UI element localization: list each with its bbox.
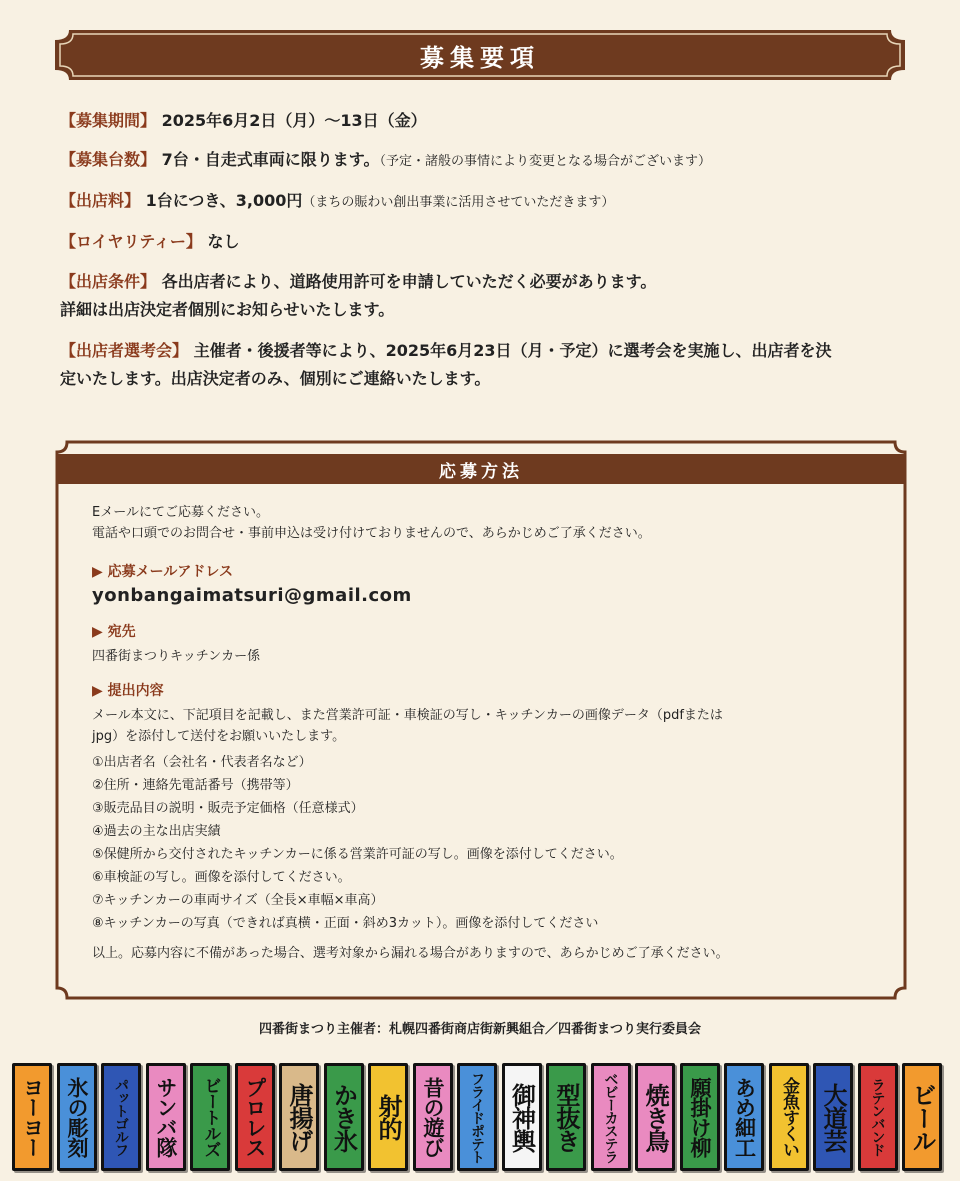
list-item: ⑧キッチンカーの写真（できれば真横・正面・斜め3カット）。画像を添付してください xyxy=(92,916,599,931)
info-value: 2025年6月2日（月）～13日（金） xyxy=(161,111,427,130)
email-address-link[interactable]: yonbangaimatsuri@gmail.com xyxy=(92,585,412,606)
page-title: 募集要項 xyxy=(420,43,540,72)
info-row-selection xyxy=(60,337,920,393)
recipient-heading: ▶ 宛先 xyxy=(92,624,136,640)
info-label: 【募集台数】 xyxy=(60,150,157,169)
content-intro: メール本文に、下記項目を記載し、また営業許可証・車検証の写し・キッチンカーの画像データ（pdfまたは xyxy=(92,708,723,723)
info-row-count xyxy=(60,147,920,175)
signboard xyxy=(591,1063,631,1171)
signboard xyxy=(457,1063,497,1171)
info-value: 各出店者により、道路使用許可を申請していただく必要があります。 xyxy=(161,272,657,291)
info-row-royalty xyxy=(60,229,920,255)
application-box xyxy=(55,440,907,1000)
intro-line: Eメールにてご応募ください。 xyxy=(92,505,269,520)
info-value: 7台・自走式車両に限ります。 xyxy=(161,150,380,169)
signboard-label: 氷の彫刻 xyxy=(65,1077,89,1157)
signboard xyxy=(902,1063,942,1171)
info-label: 【ロイヤリティー】 xyxy=(60,232,202,251)
info-label: 【出店条件】 xyxy=(60,272,157,291)
signboard-label: プロレス xyxy=(243,1077,267,1157)
signboard xyxy=(769,1063,809,1171)
signboard-label: ラテンバンド xyxy=(869,1078,886,1156)
signboard xyxy=(502,1063,542,1171)
list-item: ⑦キッチンカーの車両サイズ（全長×車幅×車高） xyxy=(92,893,384,908)
signboard-label: 射的 xyxy=(374,1094,402,1140)
signboard-label: 昔の遊び xyxy=(421,1077,445,1157)
signboard xyxy=(813,1063,853,1171)
signboard xyxy=(235,1063,275,1171)
content-intro-cont: jpg）を添付して送付をお願いいたします。 xyxy=(92,729,346,744)
info-label: 【出店料】 xyxy=(60,191,141,210)
signboard xyxy=(724,1063,764,1171)
signboard xyxy=(146,1063,186,1171)
signboard-label: あめ細工 xyxy=(732,1077,757,1157)
list-item: ②住所・連絡先電話番号（携帯等） xyxy=(92,778,299,793)
signboard xyxy=(324,1063,364,1171)
signboard xyxy=(680,1063,720,1171)
signboard-label: 願掛け柳 xyxy=(688,1077,712,1157)
signboard xyxy=(546,1063,586,1171)
info-row-period xyxy=(60,108,920,134)
info-value: なし xyxy=(207,232,240,251)
signboard-label: ビートルズ xyxy=(200,1077,221,1157)
info-value-cont: 詳細は出店決定者個別にお知らせいたします。 xyxy=(60,300,395,319)
signboard-label: ビール xyxy=(908,1082,936,1152)
list-item: ④過去の主な出店実績 xyxy=(92,824,221,839)
application-body xyxy=(92,502,882,964)
signboard-label: 御神輿 xyxy=(507,1082,536,1152)
info-label: 【募集期間】 xyxy=(60,111,157,130)
list-item: ⑥車検証の写し。画像を添付してください。 xyxy=(92,870,351,885)
signboard-label: 唐揚げ xyxy=(285,1082,313,1152)
list-item: ①出店者名（会社名・代表者名など） xyxy=(92,755,312,770)
signboard-label: パットゴルフ xyxy=(113,1078,129,1156)
organizer-credit: 四番街まつり主催者：札幌四番街商店街新興組合／四番街まつり実行委員会 xyxy=(258,1022,701,1037)
signboard-label: フライドポテト xyxy=(469,1071,485,1163)
info-value-cont: 定いたします。出店決定者のみ、個別にご連絡いたします。 xyxy=(60,369,491,388)
signboard xyxy=(858,1063,898,1171)
signboard-label: ベビーカステラ xyxy=(602,1071,619,1163)
info-value: 1台につき、3,000円 xyxy=(145,191,303,210)
email-heading: ▶ 応募メールアドレス xyxy=(92,564,233,580)
info-label: 【出店者選考会】 xyxy=(60,341,189,360)
signboard xyxy=(57,1063,97,1171)
info-note: （予定・諸般の事情により変更となる場合がございます） xyxy=(379,154,711,169)
signboard-label: 焼き鳥 xyxy=(641,1082,669,1152)
signboard xyxy=(101,1063,141,1171)
application-title: 応募方法 xyxy=(58,454,904,484)
info-value: 主催者・後援者等により、2025年6月23日（月・予定）に選考会を実施し、出店者を決 xyxy=(193,341,832,360)
signboard-label: ヨーヨー xyxy=(20,1077,45,1157)
list-item: ⑤保健所から交付されたキッチンカーに係る営業許可証の写し。画像を添付してください。 xyxy=(92,847,623,862)
intro-line: 電話や口頭でのお問合せ・事前申込は受け付けておりませんので、あらかじめご了承ください。 xyxy=(92,526,651,541)
signboard-strip xyxy=(12,1063,952,1173)
signboard xyxy=(368,1063,408,1171)
signboard-label: 金魚すくい xyxy=(779,1077,799,1157)
signboard-label: かき氷 xyxy=(329,1082,358,1152)
signboard xyxy=(12,1063,52,1171)
section-banner xyxy=(55,30,905,80)
signboard-label: サンバ隊 xyxy=(154,1077,178,1157)
signboard xyxy=(279,1063,319,1171)
recruitment-info xyxy=(60,108,920,406)
content-heading: ▶ 提出内容 xyxy=(92,683,164,699)
signboard xyxy=(413,1063,453,1171)
closing-note: 以上。応募内容に不備があった場合、選考対象から漏れる場合がありますので、あらかじめご了承ください。 xyxy=(92,946,729,961)
signboard-label: 型抜き xyxy=(552,1082,580,1152)
info-row-conditions xyxy=(60,268,920,324)
signboard xyxy=(635,1063,675,1171)
info-row-fee xyxy=(60,188,920,216)
signboard-label: 大道芸 xyxy=(819,1082,847,1152)
list-item: ③販売品目の説明・販売予定価格（任意様式） xyxy=(92,801,364,816)
info-note: （まちの賑わい創出事業に活用させていただきます） xyxy=(302,195,615,210)
recipient-text: 四番街まつりキッチンカー係 xyxy=(92,649,261,664)
signboard xyxy=(190,1063,230,1171)
